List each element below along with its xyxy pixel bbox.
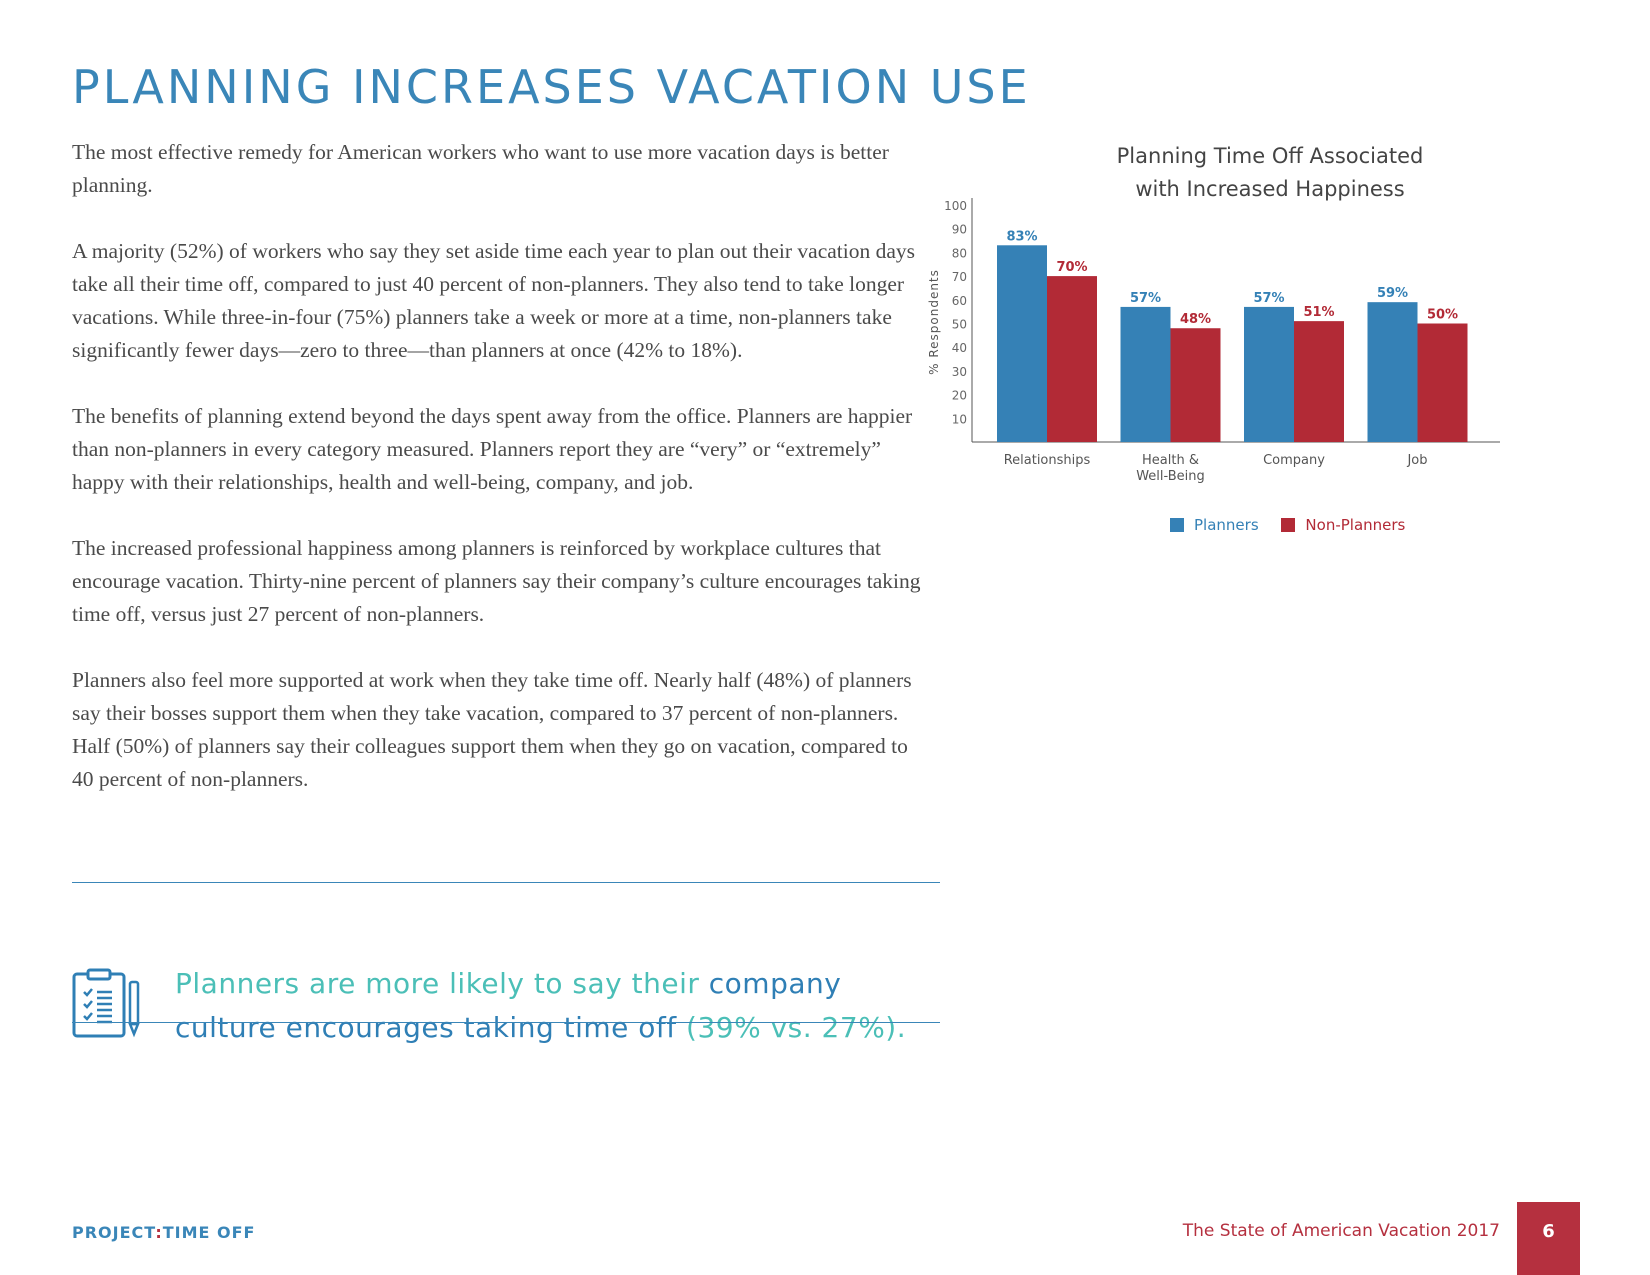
y-tick-label: 20 xyxy=(951,388,967,403)
happiness-chart xyxy=(927,140,1600,540)
bar-planners xyxy=(1368,302,1418,442)
y-tick-label: 70 xyxy=(951,270,967,285)
chart-title-line-1: Planning Time Off Associated xyxy=(1116,144,1424,168)
bar-value-label: 70% xyxy=(1056,260,1088,276)
page-number: 6 xyxy=(1517,1202,1580,1275)
clipboard-checklist-icon xyxy=(72,968,144,1045)
bar-value-label: 50% xyxy=(1426,307,1459,323)
legend-swatch-planners xyxy=(1170,518,1184,532)
callout-bottom-rule xyxy=(72,1022,940,1023)
y-tick-label: 50 xyxy=(951,317,967,332)
legend-swatch-non-planners xyxy=(1281,518,1295,532)
bar-planners xyxy=(1121,307,1171,442)
page-title: PLANNING INCREASES VACATION USE xyxy=(72,60,1031,114)
body-text xyxy=(72,136,932,829)
bar-non-planners xyxy=(1171,328,1221,442)
legend-label-planners: Planners xyxy=(1194,516,1259,534)
bar-non-planners xyxy=(1294,321,1344,442)
bar-value-label: 48% xyxy=(1179,312,1212,328)
bar-planners xyxy=(1244,307,1294,442)
x-tick-label: Job xyxy=(1407,453,1428,468)
bar-non-planners xyxy=(1047,276,1097,442)
y-tick-label: 60 xyxy=(951,293,967,308)
paragraph-2: A majority (52%) of workers who say they set aside time each year to plan out their vacation days take all their time off, compared to just 40 percent of non-planners. They also tend to take longer vacations. While three-in-four (75%) planners take a week or more at a time, non-planners take significantly fewer days—zero to three—than planners at once (42% to 18%). xyxy=(72,239,916,362)
bar-value-label: 83% xyxy=(1006,229,1038,245)
chart-legend xyxy=(1170,516,1423,536)
logo-separator: : xyxy=(155,1223,163,1242)
x-tick-label: Well-Being xyxy=(1136,469,1205,484)
y-tick-label: 100 xyxy=(944,199,967,213)
legend-label-non-planners: Non-Planners xyxy=(1305,516,1406,534)
x-tick-label: Health & xyxy=(1142,453,1199,468)
bar-value-label: 51% xyxy=(1303,305,1335,321)
bar-value-label: 57% xyxy=(1129,290,1162,306)
x-tick-label: Relationships xyxy=(1003,453,1091,468)
logo-part-2: TIME OFF xyxy=(162,1223,256,1242)
callout-highlight: company culture encourages taking time off xyxy=(175,967,842,1044)
callout-top-rule xyxy=(72,882,940,883)
bar-planners xyxy=(997,245,1047,442)
y-axis-label: % Respondents xyxy=(927,269,941,375)
paragraph-1: The most effective remedy for American workers who want to use more vacation days is better planning. xyxy=(72,140,889,197)
paragraph-4: The increased professional happiness among planners is reinforced by workplace cultures that encourage vacation. Thirty-nine percent of planners say their company’s culture encourages taking time off, versus just 27 percent of non-planners. xyxy=(72,536,921,626)
paragraph-3: The benefits of planning extend beyond the days spent away from the office. Planners are happier than non-planners in every category measured. Planners report they are “very” or “extremely” happy with their relationships, health and well-being, company, and job. xyxy=(72,404,913,494)
callout-part-3: (39% vs. 27%). xyxy=(676,1011,907,1044)
project-time-off-logo xyxy=(72,1223,255,1242)
bar-chart-svg xyxy=(927,140,1600,540)
y-tick-label: 40 xyxy=(951,341,967,356)
legend-item-planners xyxy=(1170,516,1259,534)
y-tick-label: 30 xyxy=(951,364,967,379)
y-tick-label: 80 xyxy=(951,246,967,261)
callout-part-1: Planners are more likely to say their xyxy=(175,967,709,1000)
y-tick-label: 10 xyxy=(951,412,967,427)
logo-part-1: PROJECT xyxy=(72,1223,156,1242)
y-tick-label: 90 xyxy=(951,222,967,237)
bar-value-label: 57% xyxy=(1253,290,1285,306)
chart-title-line-2: with Increased Happiness xyxy=(1135,177,1405,201)
bar-non-planners xyxy=(1418,324,1468,443)
callout-text xyxy=(175,962,935,1050)
publication-title: The State of American Vacation 2017 xyxy=(1182,1221,1500,1241)
x-tick-label: Company xyxy=(1263,453,1325,468)
paragraph-5: Planners also feel more supported at work when they take time off. Nearly half (48%) of planners say their bosses support them when they take vacation, compared to 37 percent of non-planners. Half (50%) of planners say their colleagues support them when they go on vacation, compared to 40 percent of non-planners. xyxy=(72,668,912,791)
legend-item-non-planners xyxy=(1281,516,1405,534)
bar-value-label: 59% xyxy=(1376,286,1409,302)
